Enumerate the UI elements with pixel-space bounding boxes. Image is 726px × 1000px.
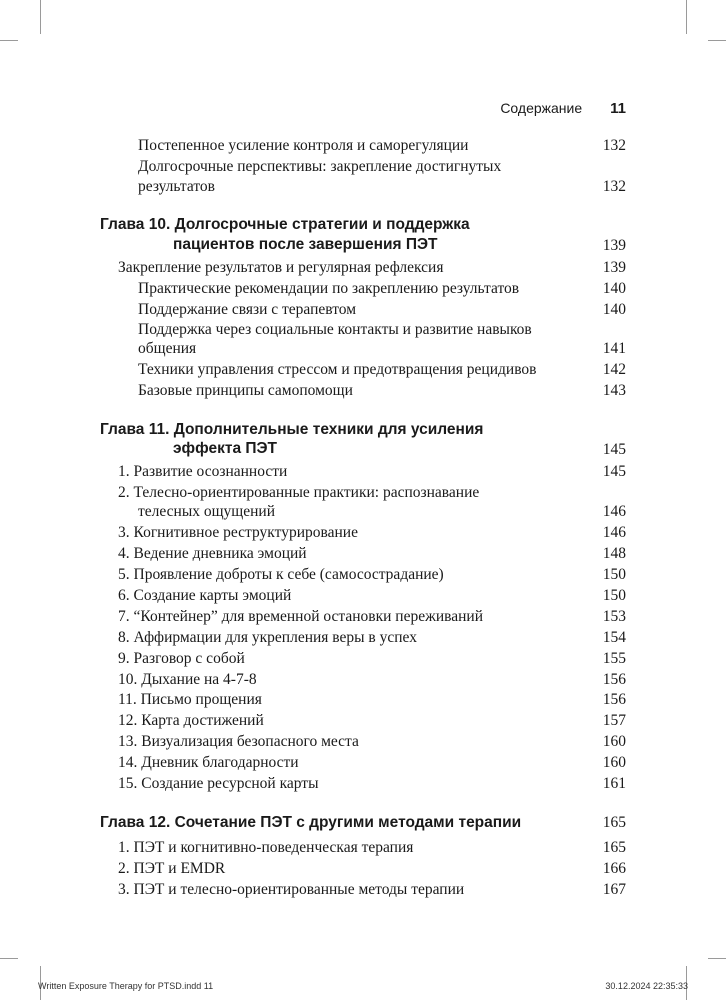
toc-entry-title: Поддержание связи с терапевтом: [138, 301, 357, 318]
toc-entry-title: Постепенное усиление контроля и саморегуляции: [138, 137, 469, 154]
toc-entry-title: 15. Создание ресурсной карты: [118, 775, 319, 792]
crop-mark: [0, 40, 18, 41]
toc-entry-page: 156: [602, 691, 626, 708]
toc-entry-page: 140: [602, 301, 626, 318]
toc-entry-title: 7. “Контейнер” для временной остановки переживаний: [118, 608, 483, 625]
toc-entry-title: Практические рекомендации по закреплению результатов: [138, 280, 520, 297]
crop-mark: [686, 0, 687, 34]
toc-entry-title: 1. ПЭТ и когнитивно-поведенческая терапия: [118, 839, 414, 856]
running-head-title: Содержание: [500, 100, 583, 116]
crop-mark: [40, 0, 41, 34]
toc-entry-title: Базовые принципы самопомощи: [138, 382, 353, 399]
running-head: [500, 100, 626, 117]
print-slug-file: Written Exposure Therapy for PTSD.indd 11: [38, 981, 214, 991]
toc-entry-title: 12. Карта достижений: [118, 712, 264, 729]
toc-entry-page: 146: [602, 503, 626, 520]
toc-entry-title: 4. Ведение дневника эмоций: [118, 545, 307, 562]
toc-entry-title-cont: результатов: [138, 178, 215, 195]
toc-entry-page: 150: [602, 566, 626, 583]
toc-entry-title: 14. Дневник благодарности: [118, 754, 299, 771]
crop-mark: [708, 40, 726, 41]
toc-entry-title: Долгосрочные перспективы: закрепление достигнутых: [138, 158, 502, 175]
toc-entry-title: Техники управления стрессом и предотвращения рецидивов: [138, 361, 537, 378]
toc-entry-page: 155: [602, 650, 626, 667]
toc-entry-page: 141: [602, 340, 626, 357]
toc-entry-title: 13. Визуализация безопасного места: [118, 733, 359, 750]
toc-entry-title: 5. Проявление доброты к себе (самосострадание): [118, 566, 444, 583]
toc-entry-page: 139: [602, 259, 626, 276]
toc-entry-page: 167: [602, 881, 626, 898]
toc-entry: [138, 320, 626, 360]
toc-entry-title: 2. ПЭТ и EMDR: [118, 860, 226, 877]
toc-entry-page: 157: [602, 712, 626, 729]
page-number: 11: [610, 100, 626, 117]
toc-entry-page: 160: [602, 733, 626, 750]
chapter-page: 139: [602, 237, 626, 254]
toc-entry-page: 154: [602, 629, 626, 646]
crop-mark: [0, 958, 18, 959]
toc-entry-page: 143: [602, 382, 626, 399]
toc-entry-page: 146: [602, 524, 626, 541]
toc-entry-title: 9. Разговор с собой: [118, 650, 245, 667]
toc-entry-title-cont: телесных ощущений: [138, 503, 276, 520]
chapter-title: Глава 10. Долгосрочные стратегии и поддержка: [100, 216, 470, 233]
chapter-title: Глава 11. Дополнительные техники для усиления: [100, 421, 484, 438]
toc-entry-title: 3. ПЭТ и телесно-ориентированные методы терапии: [118, 881, 465, 898]
toc-entry-page: 148: [602, 545, 626, 562]
toc-entry: [118, 483, 626, 523]
toc-entry-title-cont: общения: [138, 340, 197, 357]
chapter-title: Глава 12. Сочетание ПЭТ с другими методами терапии: [100, 814, 522, 831]
toc-entry-page: 132: [602, 178, 626, 195]
toc-entry-title: 3. Когнитивное реструктурирование: [118, 524, 358, 541]
toc-entry-title: Закрепление результатов и регулярная рефлексия: [118, 259, 444, 276]
toc-entry-page: 132: [602, 137, 626, 154]
toc-entry-page: 161: [602, 775, 626, 792]
chapter-page: 165: [602, 814, 626, 831]
chapter-heading: [100, 420, 626, 460]
chapter-heading: [100, 215, 626, 255]
toc-entry-page: 145: [602, 463, 626, 480]
toc-entry-page: 153: [602, 608, 626, 625]
toc-entry-title: 8. Аффирмации для укрепления веры в успех: [118, 629, 417, 646]
chapter-page: 145: [602, 441, 626, 458]
toc-entry-page: 166: [602, 860, 626, 877]
toc-entry: [138, 157, 626, 197]
chapter-title-cont: эффекта ПЭТ: [173, 440, 278, 457]
print-slug-date: 30.12.2024 22:35:33: [605, 981, 688, 991]
toc-entry-page: 165: [602, 839, 626, 856]
toc-entry-title: 11. Письмо прощения: [118, 691, 262, 708]
toc-entry-title: 10. Дыхание на 4-7-8: [118, 671, 257, 688]
toc-entry-page: 156: [602, 671, 626, 688]
toc-entry-page: 150: [602, 587, 626, 604]
toc-entry-title: 1. Развитие осознанности: [118, 463, 288, 480]
toc-entry-title: 6. Создание карты эмоций: [118, 587, 292, 604]
toc-entry-title: Поддержка через социальные контакты и развитие навыков: [138, 321, 532, 338]
toc-entry-page: 140: [602, 280, 626, 297]
toc-entry-page: 142: [602, 361, 626, 378]
toc-entry-page: 160: [602, 754, 626, 771]
chapter-title-cont: пациентов после завершения ПЭТ: [173, 236, 438, 253]
toc-entry-title: 2. Телесно-ориентированные практики: распознавание: [118, 484, 480, 501]
crop-mark: [708, 958, 726, 959]
